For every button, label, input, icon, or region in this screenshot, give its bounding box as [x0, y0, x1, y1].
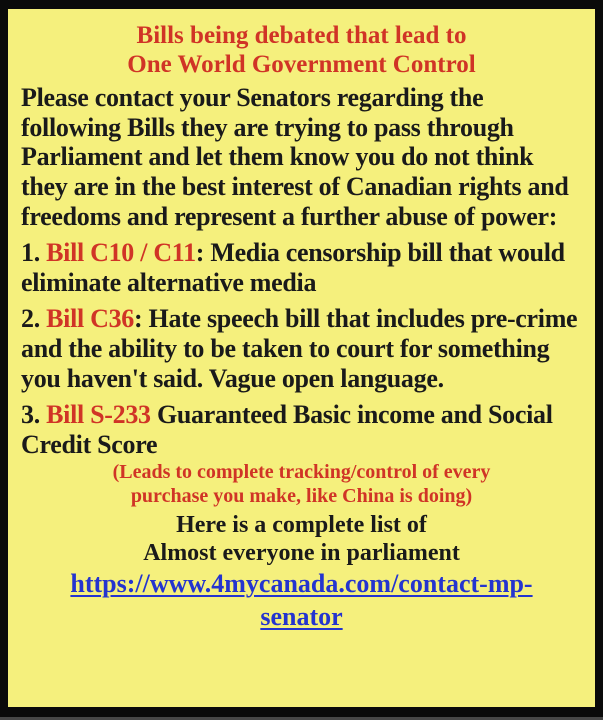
- bill-name: Bill C36: [46, 304, 134, 334]
- intro-paragraph: Please contact your Senators regarding the following Bills they are trying to pass through Parliament and let them know you do not think they are in the best interest of Canadian rights and freedoms and represent a further abuse of power:: [21, 83, 569, 231]
- bill-item-c36: [21, 304, 582, 393]
- bill-description: Guaranteed Basic income and Social Credit Score: [21, 400, 553, 459]
- poster-title-line1: Bills being debated that lead to: [136, 22, 467, 49]
- contact-link-line2[interactable]: senator: [260, 601, 343, 631]
- contact-mp-senator-link[interactable]: [21, 568, 582, 634]
- footer-line1: Here is a complete list of: [176, 511, 427, 538]
- bill-number: 2.: [21, 304, 47, 334]
- bill-number: 3.: [21, 400, 47, 430]
- poster-title: [21, 21, 582, 79]
- bill-item-c10-c11: [21, 238, 582, 297]
- flyer-content: [8, 9, 595, 707]
- bill-number: 1.: [21, 238, 47, 268]
- poster-title-line2: One World Government Control: [127, 51, 476, 78]
- bill-item-s233: [21, 400, 582, 459]
- tracking-note-line1: (Leads to complete tracking/control of every: [112, 460, 491, 483]
- bill-description: : Media censorship bill that would eliminate alternative media: [21, 238, 565, 297]
- bill-description: : Hate speech bill that includes pre-crime and the ability to be taken to court for something you haven't said. Vague open language.: [21, 304, 578, 393]
- tracking-note-line2: purchase you make, like China is doing): [130, 484, 473, 507]
- contact-link-line1[interactable]: https://www.4mycanada.com/contact-mp-: [70, 569, 533, 599]
- contact-link-container: [21, 568, 582, 634]
- footer-text: [21, 511, 582, 569]
- bill-name: Bill S-233: [46, 400, 151, 430]
- bill-name: Bill C10 / C11: [46, 238, 196, 268]
- tracking-note: [21, 460, 582, 508]
- footer-line2: Almost everyone in parliament: [143, 540, 460, 567]
